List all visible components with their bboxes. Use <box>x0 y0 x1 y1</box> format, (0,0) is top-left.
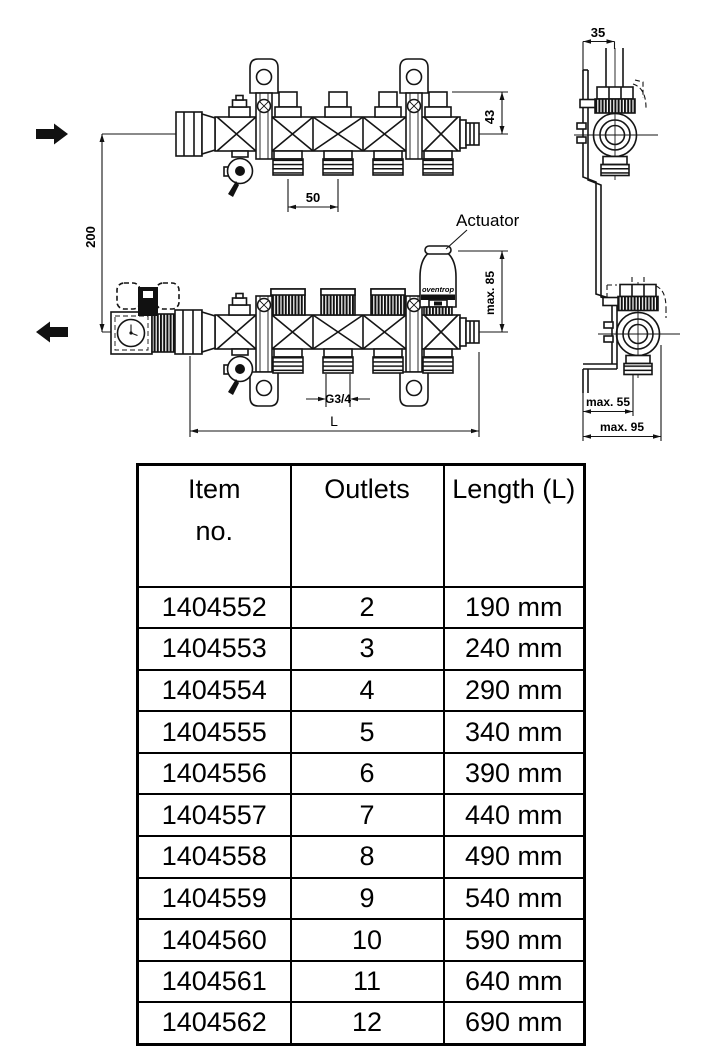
outlets-top <box>273 151 453 175</box>
actuator-brand-label: oventrop <box>421 285 455 294</box>
length-cell: 390 mm <box>444 753 585 795</box>
air-vent-bottom <box>229 294 250 316</box>
dim-max-95-label: max. 95 <box>599 420 645 434</box>
table-row <box>138 836 585 878</box>
col-header-length: Length (L) <box>444 465 585 587</box>
table-row <box>138 919 585 961</box>
manifold-technical-drawing <box>0 0 716 456</box>
item-no-cell: 1404552 <box>138 587 291 629</box>
table-row <box>138 1002 585 1044</box>
dim-g34 <box>306 374 370 407</box>
col-header-item-line1: Item <box>187 474 241 504</box>
item-no-cell: 1404556 <box>138 753 291 795</box>
valve-handle-phantom <box>117 283 140 309</box>
item-no-cell: 1404554 <box>138 670 291 712</box>
table-row <box>138 670 585 712</box>
actuator-callout <box>446 211 520 249</box>
dim-50-label: 50 <box>305 190 321 205</box>
table-header-row <box>138 465 585 587</box>
bracket-profile <box>583 70 617 393</box>
air-vent-top <box>229 96 250 118</box>
outlets-cell: 7 <box>291 794 444 836</box>
actuator <box>420 246 456 315</box>
drain-valve-top <box>224 151 253 197</box>
outlets-cell: 12 <box>291 1002 444 1044</box>
spec-table-body <box>138 587 585 1045</box>
dim-35-label: 35 <box>590 25 606 40</box>
front-view <box>36 59 520 437</box>
length-cell: 540 mm <box>444 878 585 920</box>
flow-out-arrow-icon <box>36 322 68 343</box>
dim-L-label: L <box>330 413 338 429</box>
col-header-outlets: Outlets <box>291 465 444 587</box>
item-no-cell: 1404559 <box>138 878 291 920</box>
length-cell: 190 mm <box>444 587 585 629</box>
item-no-cell: 1404555 <box>138 711 291 753</box>
outlets-cell: 9 <box>291 878 444 920</box>
dim-200-label: 200 <box>83 226 98 248</box>
drain-valve-bottom <box>224 349 253 395</box>
side-valve-bottom <box>598 277 680 378</box>
side-valve-top <box>574 48 658 180</box>
dim-35 <box>583 25 615 72</box>
table-row <box>138 628 585 670</box>
length-cell: 240 mm <box>444 628 585 670</box>
col-header-item-no <box>138 465 291 587</box>
outlets-cell: 6 <box>291 753 444 795</box>
item-no-cell: 1404562 <box>138 1002 291 1044</box>
spec-table <box>136 463 586 1046</box>
dim-43-label: 43 <box>482 109 497 125</box>
length-cell: 690 mm <box>444 1002 585 1044</box>
table-row <box>138 753 585 795</box>
col-header-item-line2: no. <box>195 516 234 546</box>
length-cell: 640 mm <box>444 961 585 1003</box>
outlets-cell: 11 <box>291 961 444 1003</box>
actuator-callout-label: Actuator <box>456 211 520 230</box>
length-cell: 590 mm <box>444 919 585 961</box>
spec-table-wrap <box>136 463 586 1046</box>
item-no-cell: 1404560 <box>138 919 291 961</box>
dim-max-85-label: max. 85 <box>483 270 497 316</box>
valve-caps-top <box>275 92 451 117</box>
length-cell: 440 mm <box>444 794 585 836</box>
item-no-cell: 1404553 <box>138 628 291 670</box>
item-no-cell: 1404561 <box>138 961 291 1003</box>
table-row <box>138 961 585 1003</box>
dim-max-55-label: max. 55 <box>585 395 631 409</box>
return-rail <box>111 246 479 406</box>
table-row <box>138 711 585 753</box>
supply-rail <box>176 59 479 197</box>
outlets-bottom <box>273 349 453 373</box>
side-view <box>574 25 680 441</box>
length-cell: 490 mm <box>444 836 585 878</box>
handwheels <box>271 289 405 315</box>
union-nut-top <box>176 112 202 156</box>
length-cell: 290 mm <box>444 670 585 712</box>
dim-200 <box>83 134 105 332</box>
dim-max-55 <box>583 375 633 416</box>
item-no-cell: 1404558 <box>138 836 291 878</box>
table-row <box>138 587 585 629</box>
outlets-cell: 3 <box>291 628 444 670</box>
ball-valve-thermometer <box>111 283 215 354</box>
outlets-cell: 2 <box>291 587 444 629</box>
outlets-cell: 4 <box>291 670 444 712</box>
outlets-cell: 8 <box>291 836 444 878</box>
item-no-cell: 1404557 <box>138 794 291 836</box>
dim-50 <box>288 179 338 212</box>
outlets-cell: 5 <box>291 711 444 753</box>
flow-in-arrow-icon <box>36 124 68 145</box>
outlets-cell: 10 <box>291 919 444 961</box>
length-cell: 340 mm <box>444 711 585 753</box>
table-row <box>138 878 585 920</box>
table-row <box>138 794 585 836</box>
dim-g34-label: G3/4 <box>324 392 352 406</box>
